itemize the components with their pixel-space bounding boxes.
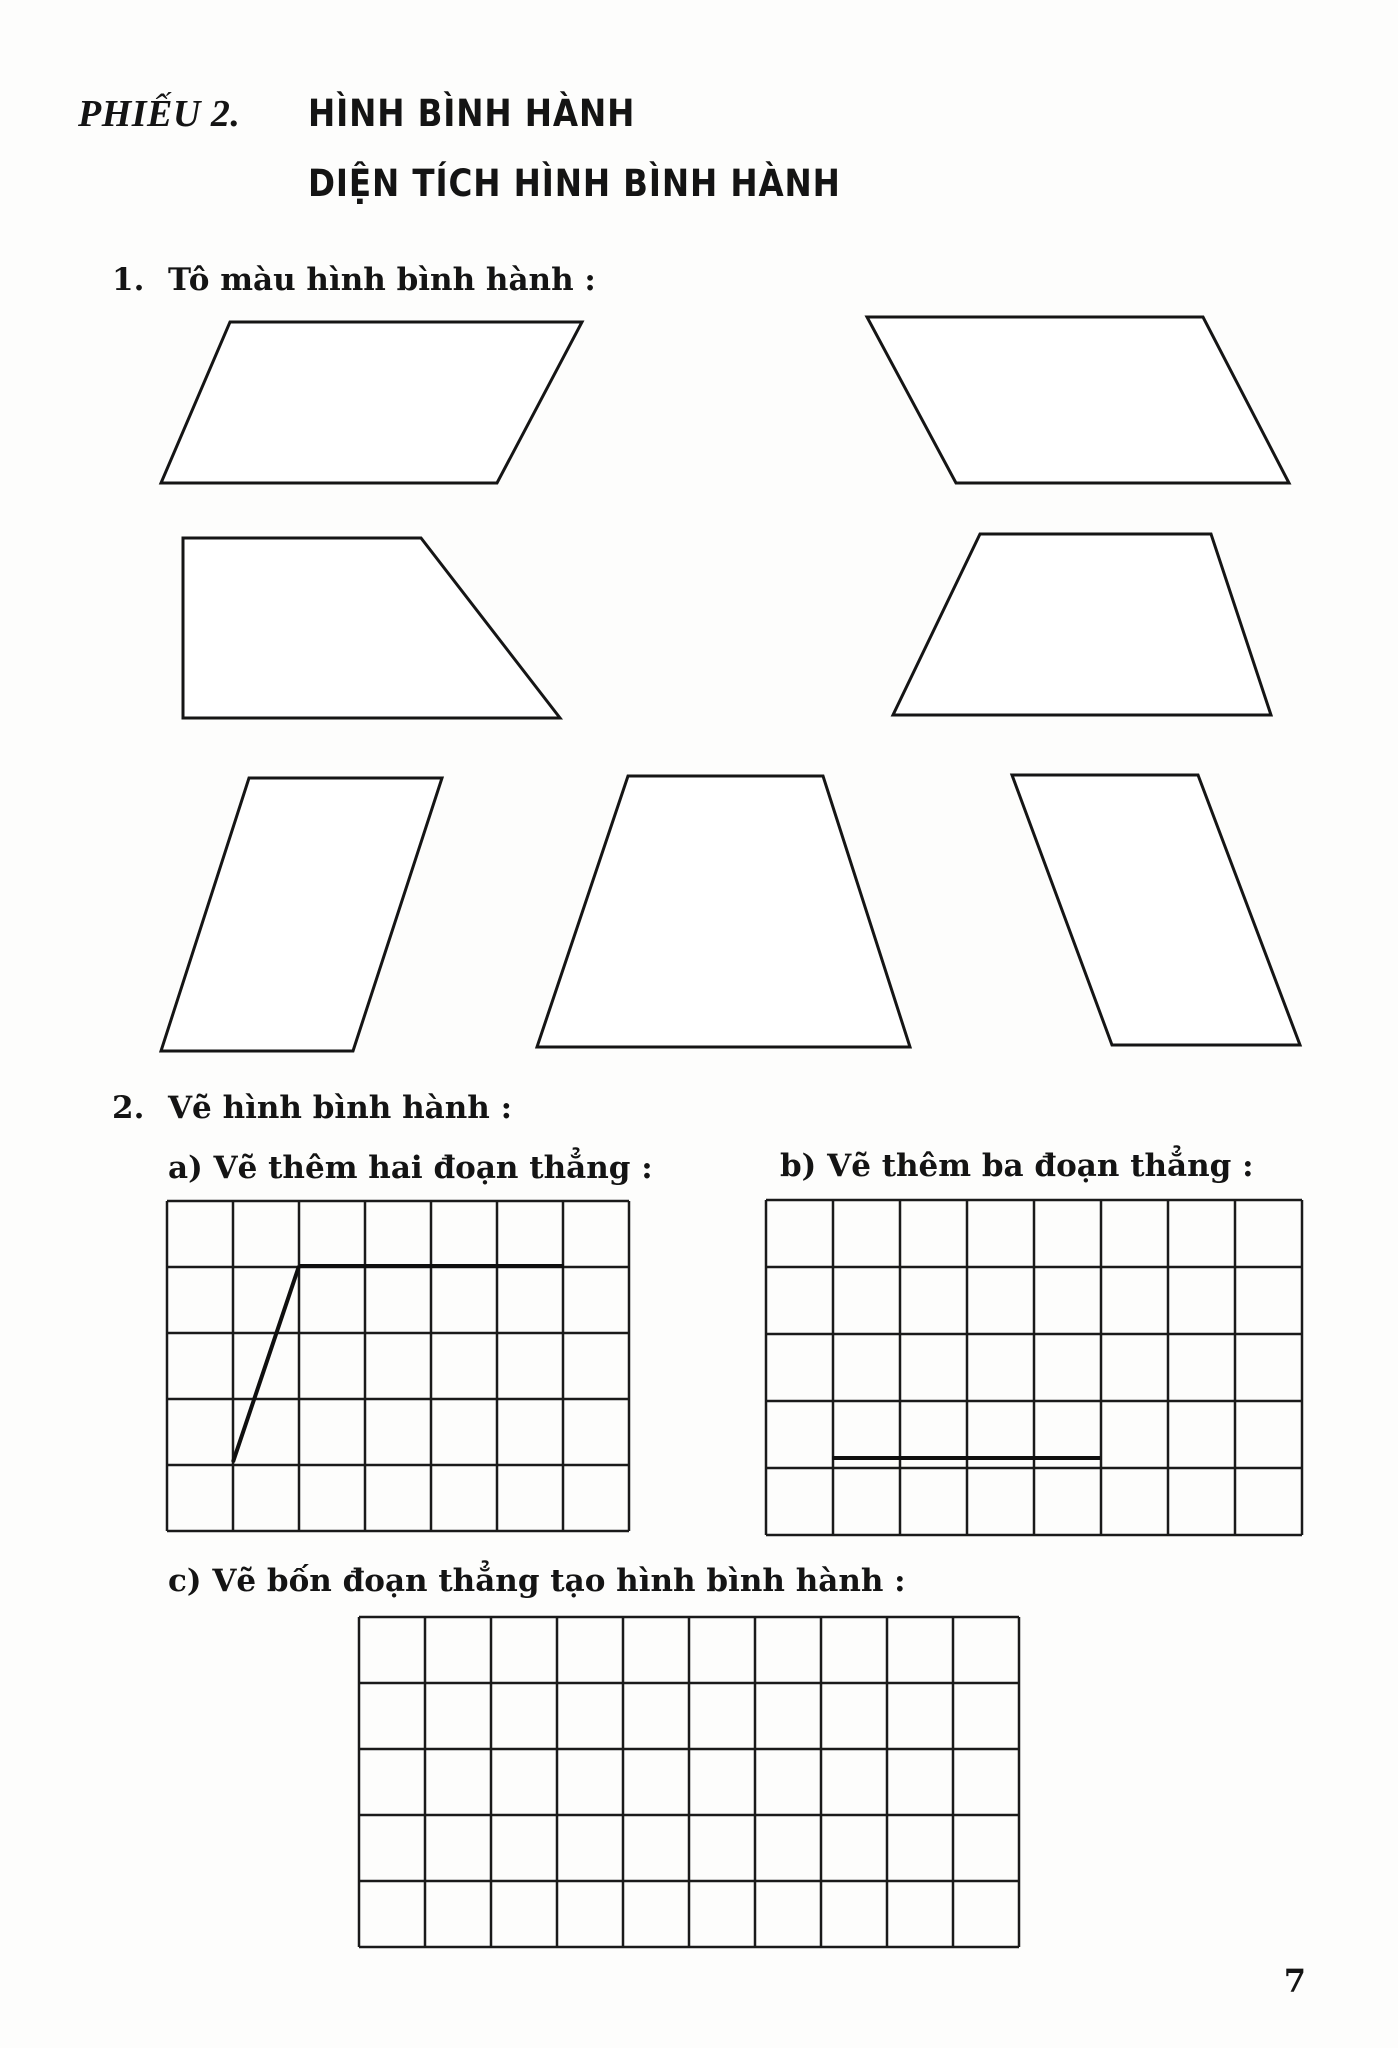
- shape-parallelogram-4[interactable]: [1012, 775, 1300, 1045]
- title-line-2: DIỆN TÍCH HÌNH BÌNH HÀNH: [308, 162, 841, 205]
- part-c-label: c) Vẽ bốn đoạn thẳng tạo hình bình hành :: [168, 1563, 906, 1599]
- part-b-label: b) Vẽ thêm ba đoạn thẳng :: [780, 1148, 1254, 1184]
- page-number: 7: [1283, 1962, 1306, 2000]
- shape-parallelogram-3[interactable]: [161, 778, 442, 1051]
- grid-b[interactable]: [766, 1200, 1302, 1535]
- grid-c[interactable]: [359, 1617, 1019, 1947]
- part-a-label: a) Vẽ thêm hai đoạn thẳng :: [168, 1150, 653, 1186]
- grid-a-given-segment-side: [233, 1266, 299, 1462]
- shape-parallelogram-1[interactable]: [161, 322, 582, 483]
- shape-right-trapezoid[interactable]: [183, 538, 560, 718]
- sheet-label: PHIẾU 2.: [78, 93, 241, 135]
- exercise-2-number: 2.: [112, 1090, 145, 1126]
- shape-trapezoid-1[interactable]: [893, 534, 1271, 715]
- title-line-1: HÌNH BÌNH HÀNH: [308, 92, 636, 135]
- exercise-1-instruction: Tô màu hình bình hành :: [168, 262, 596, 298]
- grid-a[interactable]: [167, 1201, 629, 1531]
- shape-trapezoid-2[interactable]: [537, 776, 910, 1047]
- exercise-1-number: 1.: [112, 262, 145, 298]
- shape-parallelogram-2[interactable]: [867, 317, 1289, 483]
- exercise-2-instruction: Vẽ hình bình hành :: [168, 1090, 513, 1126]
